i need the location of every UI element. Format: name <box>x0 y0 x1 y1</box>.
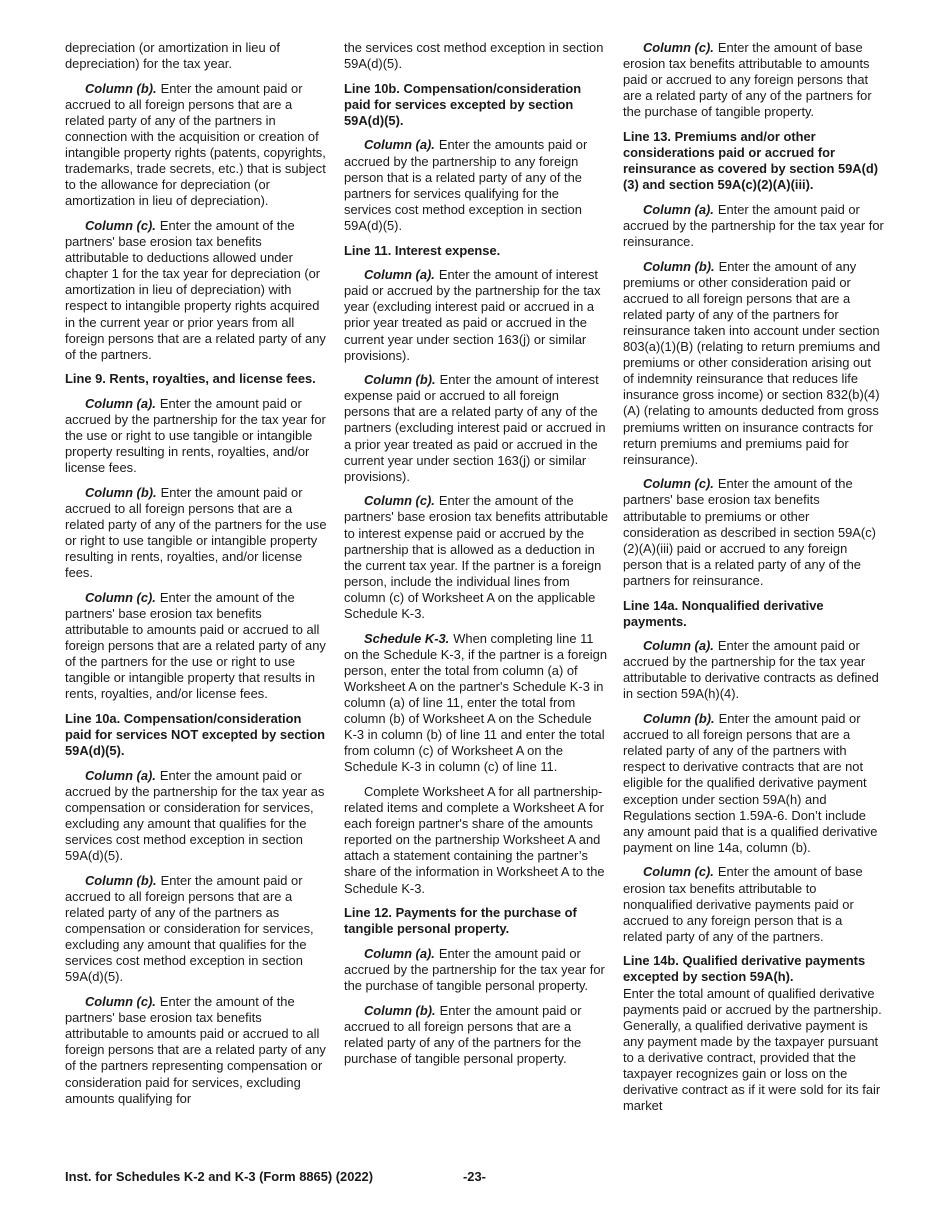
paragraph-text: Enter the amount of interest expense paid or accrued to all foreign persons that are a related party of any of the partners (excluding interest paid or accrued in a prior year treated as paid or accrued in the current year under section 163(j) or similar provisions). <box>344 372 606 484</box>
paragraph-text: Enter the amount paid or accrued by the partnership for the tax year attributable to derivative contracts as defined in section 59A(h)(4). <box>623 638 879 702</box>
paragraph-text: Complete Worksheet A for all partnership-related items and complete a Worksheet A for each foreign partner's share of the amounts reported on the partnership Worksheet A and attach a statement containing the partner’s share of the information in Worksheet A to the Schedule K-3. <box>344 783 605 896</box>
section-heading: Line 10a. Compensation/consideration paid for services NOT excepted by section 59A(d)(5). <box>65 711 326 759</box>
paragraph-text: Enter the amount paid or accrued by the partnership for the tax year as compensation or consideration for services, excluding any amount that qualifies for the services cost method exception in section 59A(d)(5). <box>65 767 325 864</box>
paragraph-text: Enter the amount of base erosion tax benefits attributable to nonqualified derivative payments paid or accrued to any foreign person that is a related party of any of the partners. <box>623 864 863 944</box>
paragraph-text: Enter the amount paid or accrued to all foreign persons that are a related party of any of the partners for the purchase of tangible personal property. <box>344 1002 582 1066</box>
body-paragraph <box>623 986 885 1115</box>
section-heading: Line 14b. Qualified derivative payments excepted by section 59A(h). <box>623 953 866 985</box>
footer-title: Inst. for Schedules K-2 and K-3 (Form 8865) (2022) <box>65 1169 374 1184</box>
column-lead-label: Column (c). <box>643 40 714 55</box>
body-paragraph <box>344 946 608 994</box>
paragraph-text: Enter the amount paid or accrued to all foreign persons that are a related party of any of the partners with respect to derivative contracts that are not eligible for the qualified derivative payment exception under section 59A(h) and Regulations section 1.59A-6. Don’t include any amount paid that is a qualified derivative payment on line 14a, column (b). <box>623 711 878 855</box>
body-paragraph <box>344 267 608 364</box>
column-lead-label: Column (b). <box>643 258 715 274</box>
paragraph-text: Enter the amount paid or accrued to all foreign persons that are a related party of any of the partners in connection with the acquisition or creation of intangible property rights (patents, copyrights, trademarks, trade secrets, etc.) that is subject to the allowance for depreciation (or amortization in lieu of depreciation). <box>65 80 326 209</box>
paragraph-text: Enter the amount of base erosion tax benefits attributable to amounts paid or accrued to any foreign persons that are a related party of any of the partners for the purchase of tangible property. <box>623 40 872 120</box>
text-column-1 <box>65 40 327 1115</box>
body-paragraph <box>344 631 608 776</box>
body-paragraph <box>65 590 327 703</box>
page-number: -23- <box>463 1169 486 1184</box>
paragraph-text: the services cost method exception in section 59A(d)(5). <box>344 40 604 72</box>
section-heading: Line 10b. Compensation/consideration paid for services excepted by section 59A(d)(5). <box>344 80 582 128</box>
column-lead-label: Column (b). <box>85 80 157 96</box>
body-paragraph <box>344 493 608 622</box>
body-paragraph <box>344 372 608 485</box>
body-paragraph <box>65 81 327 210</box>
column-lead-label: Column (a). <box>643 201 714 217</box>
column-lead-label: Column (c). <box>643 864 714 880</box>
paragraph-text: Enter the amount of the partners' base erosion tax benefits attributable to amounts paid or accrued to all foreign persons that are a related party of any of the partners representing compensation or consideration paid for services, excluding amounts qualifying for <box>65 994 326 1106</box>
body-paragraph <box>623 711 885 856</box>
body-paragraph <box>344 784 608 897</box>
column-lead-label: Column (b). <box>364 372 436 388</box>
section-heading: Line 13. Premiums and/or other considerations paid or accrued for reinsurance as covered by section 59A(d)(3) and section 59A(c)(2)(A)(iii). <box>623 128 879 193</box>
body-paragraph <box>344 40 608 72</box>
body-paragraph <box>623 638 885 702</box>
paragraph-text: Enter the amount paid or accrued to all foreign persons that are a related party of any of the partners as compensation or consideration for services, excluding any amount that qualifies for the services cost method exception in section 59A(d)(5). <box>65 872 314 985</box>
section-heading: Line 14a. Nonqualified derivative payments. <box>623 597 824 629</box>
body-paragraph <box>344 1003 608 1067</box>
paragraph-text: Enter the amount of interest paid or accrued by the partnership for the tax year (excluding interest paid or accrued in a prior year treated as paid or accrued in the current year under section 163(j) or similar provisions). <box>344 267 601 363</box>
column-lead-label: Schedule K-3. <box>364 630 450 646</box>
column-lead-label: Column (b). <box>364 1002 436 1018</box>
paragraph-text: Enter the amount paid or accrued to all foreign persons that are a related party of any of the partners for the use or right to use tangible or intangible property resulting in rents, royalties, and/or license fees. <box>65 484 327 581</box>
paragraph-text: When completing line 11 on the Schedule K-3, if the partner is a foreign person, enter the total from column (a) of Worksheet A on the partner's Schedule K-3 in column (a) of line 11, enter the total from column (b) of Worksheet A on the Schedule K-3 in column (b) of line 11 and enter the total from column (c) of Worksheet A on the Schedule K-3 in column (c) of line 11. <box>344 630 607 775</box>
paragraph-text: depreciation (or amortization in lieu of depreciation) for the tax year. <box>65 40 280 72</box>
section-heading: Line 11. Interest expense. <box>344 242 501 258</box>
body-paragraph <box>623 202 885 250</box>
body-paragraph <box>65 396 327 476</box>
column-lead-label: Column (a). <box>364 267 435 283</box>
column-lead-label: Column (c). <box>85 217 156 233</box>
section-heading: Line 12. Payments for the purchase of tangible personal property. <box>344 905 577 937</box>
column-lead-label: Column (c). <box>85 994 156 1010</box>
body-paragraph <box>344 137 608 234</box>
body-paragraph <box>65 768 327 865</box>
column-lead-label: Column (b). <box>643 711 715 727</box>
body-paragraph <box>65 873 327 986</box>
column-lead-label: Column (b). <box>85 484 157 500</box>
text-column-3 <box>623 40 885 1123</box>
paragraph-text: Enter the amount of the partners' base erosion tax benefits attributable to premiums or other consideration as described in section 59A(c)(2)(A)(iii) paid or accrued to any foreign person that is a related party of any of the partners for reinsurance. <box>623 476 876 588</box>
body-paragraph <box>65 218 327 363</box>
body-paragraph <box>65 485 327 582</box>
paragraph-text: Enter the amount of the partners' base erosion tax benefits attributable to deductions allowed under chapter 1 for the tax year for depreciation (or amortization in lieu of depreciation) with respect to intangible property rights acquired in the current year or prior years from all foreign persons that are a related party of any of the partners. <box>65 217 326 362</box>
paragraph-text: Enter the amounts paid or accrued by the partnership to any foreign person that is a related party of any of the partners for services qualifying for the services cost method exception in section 59A(d)(5). <box>344 137 588 233</box>
body-paragraph <box>623 40 885 120</box>
paragraph-text: Enter the total amount of qualified derivative payments paid or accrued by the partnership. Generally, a qualified derivative payment is any payment made by the taxpayer pursuant to a derivative contract, provided that the taxpayer recognizes gain or loss on the derivative contract as if it were sold for its fair market <box>623 985 882 1114</box>
section-heading: Line 9. Rents, royalties, and license fees. <box>65 371 316 387</box>
column-lead-label: Column (c). <box>643 476 714 492</box>
column-lead-label: Column (a). <box>85 767 156 783</box>
text-column-2 <box>344 40 608 1075</box>
body-paragraph <box>623 476 885 589</box>
body-paragraph <box>65 994 327 1107</box>
column-lead-label: Column (b). <box>85 872 157 888</box>
paragraph-text: Enter the amount paid or accrued by the partnership for the tax year for reinsurance. <box>623 201 884 250</box>
paragraph-text: Enter the amount of the partners' base erosion tax benefits attributable to interest expense paid or accrued by the partnership that is allowed as a deduction in the current tax year. If the partner is a foreign person, include the individual lines from column (c) of Worksheet A on the applicable Schedule K-3. <box>344 493 609 621</box>
body-paragraph <box>65 40 327 72</box>
column-lead-label: Column (a). <box>643 638 714 654</box>
body-paragraph <box>623 259 885 468</box>
column-lead-label: Column (a). <box>85 395 156 411</box>
paragraph-text: Enter the amount paid or accrued by the partnership for the tax year for the use or right to use tangible or intangible property resulting in rents, royalties, and/or license fees. <box>65 395 326 476</box>
paragraph-text: Enter the amount of the partners' base erosion tax benefits attributable to amounts paid or accrued to all foreign persons that are a related party of any of the partners for the use or right to use tangible or intangible property that results in rents, royalties, and/or license fees. <box>65 589 326 702</box>
column-lead-label: Column (a). <box>364 137 435 153</box>
column-lead-label: Column (a). <box>364 945 435 961</box>
column-lead-label: Column (c). <box>364 493 435 509</box>
paragraph-text: Enter the amount of any premiums or other consideration paid or accrued to all foreign persons that are a related party of any of the partners for reinsurance taken into account under section 803(a)(1)(B) (relating to return premiums and premiums or other consideration arising out of indemnity reinsurance that reduces life insurance gross income) or section 832(b)(4)(A) (relating to amounts deducted from gross premiums written on insurance contracts for return premiums and premiums paid for reinsurance). <box>623 258 881 467</box>
paragraph-text: Enter the amount paid or accrued by the partnership for the tax year for the purchase of tangible personal property. <box>344 945 605 993</box>
column-lead-label: Column (c). <box>85 589 156 605</box>
body-paragraph <box>623 864 885 944</box>
